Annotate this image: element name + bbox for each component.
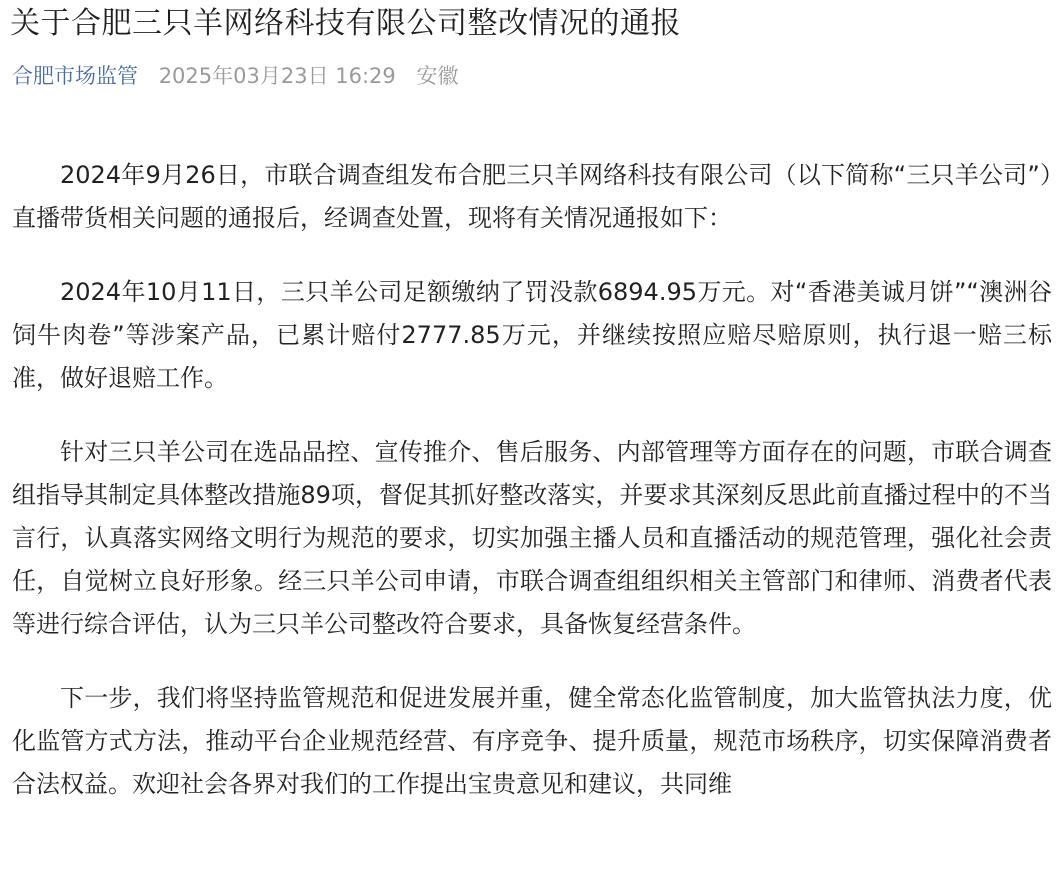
- article-source-link[interactable]: 合肥市场监管: [12, 64, 138, 88]
- article-datetime: 2025年03月23日 16:29: [158, 64, 396, 88]
- article-body: [12, 154, 1052, 837]
- article-paragraph: 下一步，我们将坚持监管规范和促进发展并重，健全常态化监管制度，加大监管执法力度，优化监管方式方法，推动平台企业规范经营、有序竞争、提升质量，规范市场秩序，切实保障消费者合法权益。欢迎社会各界对我们的工作提出宝贵意见和建议，共同维: [12, 684, 1052, 798]
- article-location: 安徽: [416, 64, 459, 88]
- article-meta: [12, 62, 458, 90]
- article-paragraph: 2024年10月11日，三只羊公司足额缴纳了罚没款6894.95万元。对“香港美诚月饼”“澳洲谷饲牛肉卷”等涉案产品，已累计赔付2777.85万元，并继续按照应赔尽赔原则，执行退一赔三标准，做好退赔工作。: [12, 278, 1052, 392]
- article-paragraph: 2024年9月26日，市联合调查组发布合肥三只羊网络科技有限公司（以下简称“三只羊公司”）直播带货相关问题的通报后，经调查处置，现将有关情况通报如下：: [12, 161, 1052, 232]
- article-paragraph: 针对三只羊公司在选品品控、宣传推介、售后服务、内部管理等方面存在的问题，市联合调查组指导其制定具体整改措施89项，督促其抓好整改落实，并要求其深刻反思此前直播过程中的不当言行，认真落实网络文明行为规范的要求，切实加强主播人员和直播活动的规范管理，强化社会责任，自觉树立良好形象。经三只羊公司申请，市联合调查组组织相关主管部门和律师、消费者代表等进行综合评估，认为三只羊公司整改符合要求，具备恢复经营条件。: [12, 438, 1052, 638]
- article-title: 关于合肥三只羊网络科技有限公司整改情况的通报: [10, 6, 681, 41]
